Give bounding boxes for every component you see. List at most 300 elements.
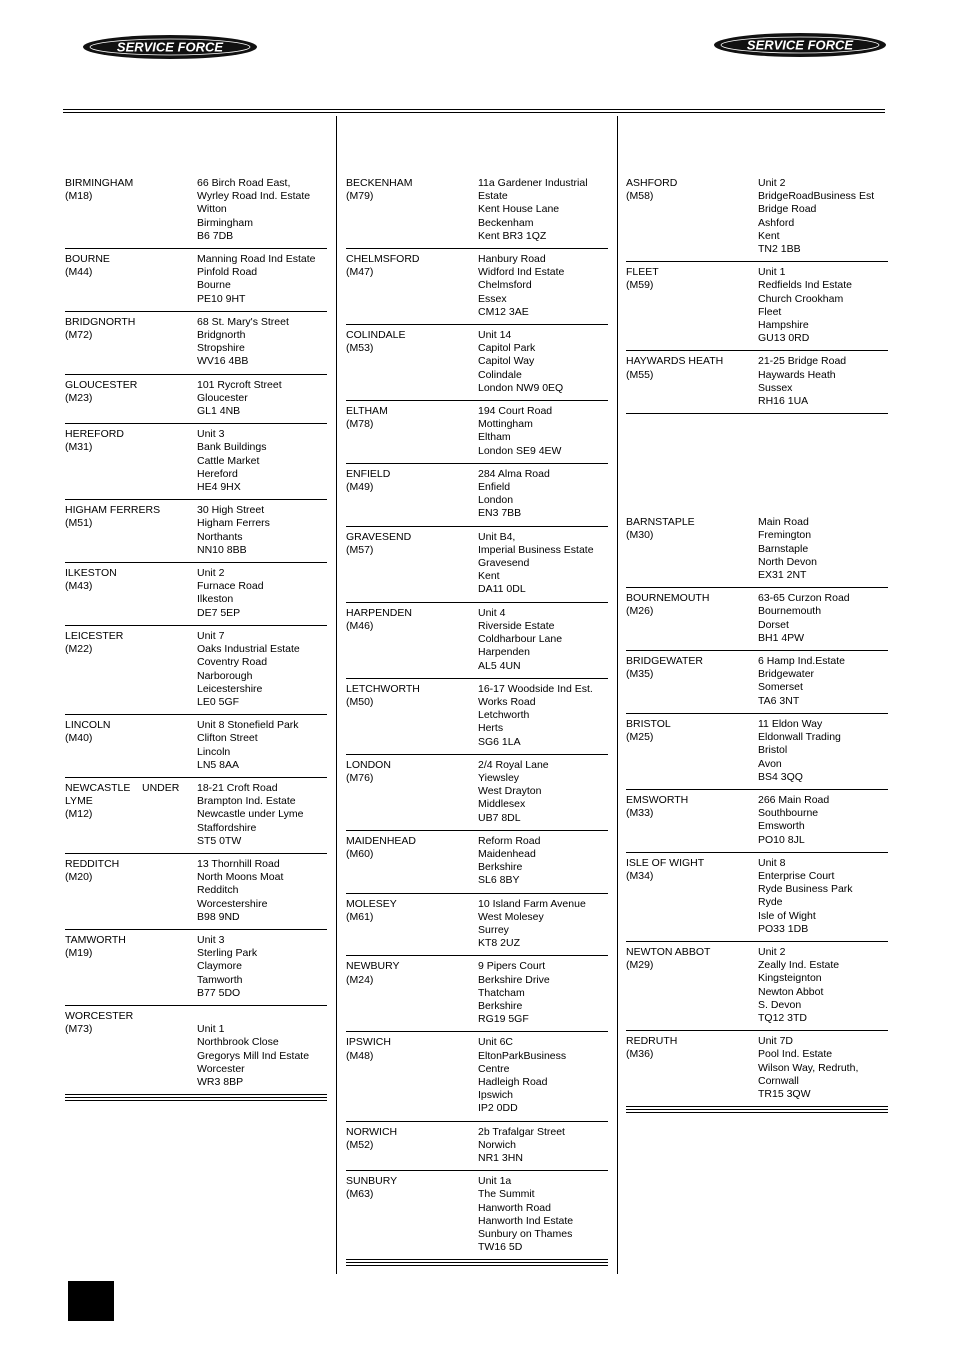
address-line: Estate	[478, 190, 508, 203]
address-line: 68 St. Mary's Street	[197, 315, 289, 328]
town-line: REDDITCH	[65, 857, 120, 870]
logo-text-left: SERVICE FORCE	[116, 39, 224, 55]
address-line: TN2 1BB	[758, 243, 801, 256]
address-line: Sunbury on Thames	[478, 1228, 573, 1241]
address-line: TW16 5D	[478, 1241, 523, 1254]
address-line: Unit 3	[197, 428, 225, 441]
address-line: PO33 1DB	[758, 922, 809, 935]
service-centre-entry	[626, 355, 888, 414]
address-line: Letchworth	[478, 709, 530, 722]
address-line: Colindale	[478, 368, 522, 381]
address	[478, 835, 608, 888]
town-line: REDRUTH	[626, 1035, 678, 1048]
address-line: Beckenham	[478, 216, 534, 229]
address-line: Pool Ind. Estate	[758, 1048, 833, 1061]
address-line: Centre	[478, 1062, 510, 1075]
town-line: LETCHWORTH	[346, 682, 420, 695]
service-centre-column-3	[626, 177, 888, 1113]
address-line: PE10 9HT	[197, 292, 246, 305]
address-line: Works Road	[478, 695, 536, 708]
address-line: Capitol Park	[478, 342, 536, 355]
service-centre-column-2	[346, 177, 608, 1266]
town-line: GLOUCESTER	[65, 378, 138, 391]
service-centre-entry	[626, 1035, 888, 1107]
address-line: Surrey	[478, 923, 509, 936]
address-line: Cornwall	[758, 1074, 799, 1087]
address-line: Newton Abbot	[758, 985, 824, 998]
address-line: Yiewsley	[478, 771, 520, 784]
logo-text-right: SERVICE FORCE	[746, 37, 854, 53]
service-centre-column-1	[65, 177, 327, 1101]
address-line: 13 Thornhill Road	[197, 857, 280, 870]
address-line: Unit 1	[197, 1023, 225, 1036]
address-line: TQ12 3TD	[758, 1011, 808, 1024]
town-line: (M51)	[65, 517, 93, 530]
town-name	[346, 329, 478, 395]
address-line: Bristol	[758, 744, 788, 757]
town-line: (M35)	[626, 668, 654, 681]
address-line: Unit 1a	[478, 1175, 512, 1188]
address-line: Main Road	[758, 516, 809, 529]
address-line: Gravesend	[478, 557, 530, 570]
address-line: Worcestershire	[197, 897, 268, 910]
address	[758, 1035, 888, 1101]
address-line: Essex	[478, 292, 507, 305]
address-line: LE0 5GF	[197, 695, 240, 708]
town-name	[626, 516, 758, 582]
address-line: Birmingham	[197, 216, 254, 229]
town-name	[346, 607, 478, 673]
address-line: Unit 7	[197, 629, 225, 642]
town-name	[346, 835, 478, 888]
address-line: 194 Court Road	[478, 405, 553, 418]
address-line: Redfields Ind Estate	[758, 279, 852, 292]
town-line: BOURNE	[65, 253, 110, 266]
address-line: WV16 4BB	[197, 355, 249, 368]
address-line: Hampshire	[758, 319, 809, 332]
service-centre-entry	[626, 266, 888, 351]
address	[478, 1126, 608, 1166]
address	[197, 782, 327, 848]
town-line: ISLE OF WIGHT	[626, 856, 705, 869]
address	[478, 1036, 608, 1115]
address	[758, 177, 888, 256]
address-line: Ipswich	[478, 1089, 514, 1102]
address-line: Ryde	[758, 896, 783, 909]
town-name	[626, 177, 758, 256]
address-line: 9 Pipers Court	[478, 960, 546, 973]
town-line: BRISTOL	[626, 717, 671, 730]
town-line: (M33)	[626, 807, 654, 820]
address-line: 63-65 Curzon Road	[758, 592, 850, 605]
town-line: (M73)	[65, 1023, 93, 1036]
service-centre-entry	[626, 592, 888, 651]
address-line: Northbrook Close	[197, 1036, 279, 1049]
address-line: Unit 3	[197, 933, 225, 946]
address-line: Kent	[478, 570, 500, 583]
address-line: North Devon	[758, 555, 817, 568]
service-force-logo-left	[82, 34, 258, 60]
town-line: LYME	[65, 795, 93, 808]
address-line: London NW9 0EQ	[478, 381, 564, 394]
address-line: DA11 0DL	[478, 583, 526, 596]
address-line: Unit 4	[478, 606, 506, 619]
service-force-logo-right	[713, 32, 887, 58]
town-name	[346, 960, 478, 1026]
service-centre-entry	[346, 1126, 608, 1172]
address-line: EX31 2NT	[758, 569, 807, 582]
header-rule-top	[63, 109, 885, 110]
address-line: B98 9ND	[197, 910, 240, 923]
service-centre-entry	[346, 329, 608, 401]
town-line: (M52)	[346, 1138, 374, 1151]
address	[478, 405, 608, 458]
town-line: BIRMINGHAM	[65, 177, 134, 189]
address-line: Tamworth	[197, 973, 243, 986]
address	[758, 592, 888, 645]
town-line: (M26)	[626, 605, 654, 618]
service-centre-entry	[65, 719, 327, 778]
town-name	[346, 1126, 478, 1166]
town-line: (M58)	[626, 190, 654, 203]
town-line: (M48)	[346, 1049, 374, 1062]
address-line: Furnace Road	[197, 580, 264, 593]
page-number-block	[68, 1281, 114, 1321]
town-line: (M63)	[346, 1188, 374, 1201]
service-centre-entry	[346, 835, 608, 894]
town-line: (M79)	[346, 190, 374, 203]
town-name	[65, 934, 197, 1000]
town-line: (M20)	[65, 871, 93, 884]
address-line: EN3 7BB	[478, 507, 522, 520]
address-line: Fremington	[758, 529, 812, 542]
town-line: HAYWARDS HEATH	[626, 355, 724, 368]
address-line: London	[478, 494, 514, 507]
service-centre-entry	[65, 630, 327, 715]
town-name	[346, 405, 478, 458]
address-line: Bank Buildings	[197, 441, 267, 454]
address-line: Imperial Business Estate	[478, 543, 594, 556]
service-centre-entry	[65, 858, 327, 930]
town-name	[346, 1036, 478, 1115]
town-line: NORWICH	[346, 1125, 398, 1138]
address-line: Zeally Ind. Estate	[758, 959, 840, 972]
town-name	[346, 759, 478, 825]
town-line: (M29)	[626, 959, 654, 972]
service-centre-entry	[65, 316, 327, 375]
address-line: RH16 1UA	[758, 395, 809, 408]
town-line: ENFIELD	[346, 467, 391, 480]
address-line: Berkshire Drive	[478, 973, 550, 986]
address-line: Isle of Wight	[758, 909, 816, 922]
town-name	[626, 794, 758, 847]
address-line: Unit 7D	[758, 1035, 794, 1048]
town-line: (M53)	[346, 342, 374, 355]
address-line: Bourne	[197, 279, 231, 292]
address-line: Bridgewater	[758, 668, 815, 681]
town-line: (M60)	[346, 847, 374, 860]
service-centre-entry	[65, 504, 327, 563]
address-line: Bridgnorth	[197, 329, 246, 342]
address-line: Hadleigh Road	[478, 1075, 548, 1088]
town-name	[346, 468, 478, 521]
address	[758, 857, 888, 936]
town-line: BOURNEMOUTH	[626, 592, 710, 605]
town-name	[65, 782, 197, 848]
town-line: MAIDENHEAD	[346, 834, 417, 847]
town-name	[65, 504, 197, 557]
address-line: 284 Alma Road	[478, 467, 550, 480]
address-line: Bridge Road	[758, 203, 817, 216]
address-line	[197, 1010, 327, 1023]
address-line: IP2 0DD	[478, 1102, 518, 1115]
address	[758, 794, 888, 847]
address-line: 11 Eldon Way	[758, 717, 823, 730]
address-line: Sussex	[758, 381, 793, 394]
address-line: Clifton Street	[197, 732, 258, 745]
address-line: Middlesex	[478, 798, 526, 811]
service-centre-entry	[346, 177, 608, 249]
address-line: Wyrley Road Ind. Estate	[197, 190, 311, 203]
town-line: BRIDGNORTH	[65, 315, 136, 328]
address	[197, 428, 327, 494]
service-centre-entry	[346, 405, 608, 464]
address-line: Ashford	[758, 216, 795, 229]
address-line: Southbourne	[758, 807, 819, 820]
town-name	[626, 266, 758, 345]
address-line: RG19 5GF	[478, 1013, 529, 1026]
town-line: ASHFORD	[626, 177, 678, 189]
town-line: (M12)	[65, 808, 93, 821]
town-line: LONDON	[346, 758, 391, 771]
town-name	[65, 719, 197, 772]
address-line: Enfield	[478, 481, 511, 494]
address-line: Leicestershire	[197, 682, 263, 695]
address	[197, 934, 327, 1000]
address-line: Worcester	[197, 1062, 245, 1075]
address-line: Unit 6C	[478, 1036, 514, 1049]
address	[197, 504, 327, 557]
town-line: FLEET	[626, 266, 659, 279]
address-line: Newcastle under Lyme	[197, 808, 304, 821]
address-line: GL1 4NB	[197, 405, 241, 418]
address-line: Fleet	[758, 305, 782, 318]
address-line: EltonParkBusiness	[478, 1049, 567, 1062]
service-centre-entry	[65, 567, 327, 626]
town-name	[626, 592, 758, 645]
town-name	[626, 857, 758, 936]
address-line: Brampton Ind. Estate	[197, 795, 296, 808]
town-line: (M36)	[626, 1048, 654, 1061]
column-divider-2	[617, 116, 618, 1274]
address-line: Staffordshire	[197, 821, 257, 834]
address	[478, 531, 608, 597]
address	[197, 316, 327, 369]
address-line: Emsworth	[758, 820, 805, 833]
address-line: West Drayton	[478, 785, 542, 798]
town-name	[626, 1035, 758, 1101]
address-line: Bournemouth	[758, 605, 822, 618]
address-line: Lincoln	[197, 745, 231, 758]
address-line: 2b Trafalgar Street	[478, 1125, 565, 1138]
town-line: BRIDGEWATER	[626, 655, 704, 668]
address	[478, 960, 608, 1026]
address-line: Higham Ferrers	[197, 517, 270, 530]
address-line: Kent House Lane	[478, 203, 560, 216]
service-centre-entry	[626, 857, 888, 942]
town-line: (M50)	[346, 695, 374, 708]
address-line: Redditch	[197, 884, 239, 897]
town-line: (M30)	[626, 529, 654, 542]
address-line: 6 Hamp Ind.Estate	[758, 655, 845, 668]
address-line: Ryde Business Park	[758, 883, 853, 896]
town-line: (M22)	[65, 643, 93, 656]
address-line: Hanworth Road	[478, 1201, 551, 1214]
address-line: UB7 8DL	[478, 811, 521, 824]
address-line: WR3 8BP	[197, 1075, 244, 1088]
address-line: 66 Birch Road East,	[197, 177, 291, 189]
address-line: Chelmsford	[478, 279, 532, 292]
town-line: ILKESTON	[65, 567, 117, 580]
address-line: Hanworth Ind Estate	[478, 1214, 574, 1227]
address-line: Unit 8	[758, 856, 786, 869]
address-line: SL6 8BY	[478, 874, 520, 887]
address-line: Eltham	[478, 431, 511, 444]
town-name	[346, 177, 478, 243]
town-line: NEWTON ABBOT	[626, 945, 711, 958]
service-centre-entry	[346, 1036, 608, 1121]
address-line: Norwich	[478, 1138, 516, 1151]
town-name	[65, 428, 197, 494]
address-line: Sterling Park	[197, 947, 258, 960]
address-line: TA6 3NT	[758, 694, 800, 707]
address-line: 11a Gardener Industrial	[478, 177, 588, 189]
town-line: (M24)	[346, 973, 374, 986]
address-line: Stropshire	[197, 342, 245, 355]
town-line: CHELMSFORD	[346, 253, 420, 266]
address	[197, 379, 327, 419]
town-name	[65, 1010, 197, 1089]
address-line: Coventry Road	[197, 656, 268, 669]
service-centre-entry	[346, 898, 608, 957]
address-line: Cattle Market	[197, 454, 260, 467]
address-line: B6 7DB	[197, 229, 234, 242]
address-line: West Molesey	[478, 910, 544, 923]
town-line: EMSWORTH	[626, 793, 689, 806]
town-line: HIGHAM FERRERS	[65, 504, 161, 517]
address	[758, 946, 888, 1025]
service-centre-entry	[626, 718, 888, 790]
address-line: AL5 4UN	[478, 659, 521, 672]
address-line: DE7 5EP	[197, 606, 241, 619]
address-line: 16-17 Woodside Ind Est.	[478, 682, 593, 695]
town-name	[626, 718, 758, 784]
address-line: Northants	[197, 530, 243, 543]
address-line: S. Devon	[758, 998, 802, 1011]
service-centre-entry	[346, 531, 608, 603]
address-line: Church Crookham	[758, 292, 844, 305]
town-line: IPSWICH	[346, 1036, 391, 1049]
address-line: Claymore	[197, 960, 242, 973]
address	[478, 329, 608, 395]
service-centre-entry	[626, 177, 888, 262]
town-name	[65, 630, 197, 709]
town-line: HARPENDEN	[346, 606, 412, 619]
town-name	[65, 177, 197, 243]
address-line: CM12 3AE	[478, 305, 529, 318]
service-centre-entry	[65, 253, 327, 312]
town-line: TAMWORTH	[65, 933, 126, 946]
address-line: PO10 8JL	[758, 833, 805, 846]
address-line: Widford Ind Estate	[478, 266, 565, 279]
service-centre-entry	[65, 934, 327, 1006]
town-line: (M76)	[346, 771, 374, 784]
address	[758, 355, 888, 408]
town-line: (M25)	[626, 731, 654, 744]
address-line: Avon	[758, 757, 782, 770]
address	[758, 516, 888, 582]
town-name	[626, 655, 758, 708]
column-end-rule	[65, 1097, 327, 1101]
town-name	[65, 858, 197, 924]
address-line: Hanbury Road	[478, 253, 546, 266]
service-centre-entry	[626, 655, 888, 714]
town-line: (M55)	[626, 368, 654, 381]
town-name	[346, 898, 478, 951]
address	[758, 266, 888, 345]
column-end-rule	[626, 1109, 888, 1113]
town-line: BARNSTAPLE	[626, 516, 695, 529]
address-line: Unit 1	[758, 266, 786, 279]
address-line: 30 High Street	[197, 504, 265, 517]
town-line: NEWCASTLE UNDER	[65, 781, 180, 794]
town-name	[346, 1175, 478, 1254]
address-line: NN10 8BB	[197, 543, 247, 556]
address-line: Manning Road Ind Estate	[197, 253, 316, 266]
address	[197, 177, 327, 243]
address-line: Kent BR3 1QZ	[478, 229, 547, 242]
service-centre-entry	[346, 1175, 608, 1260]
town-name	[65, 567, 197, 620]
address	[478, 898, 608, 951]
address-line: Unit B4,	[478, 530, 516, 543]
town-line: (M47)	[346, 266, 374, 279]
town-line: BECKENHAM	[346, 177, 413, 189]
address-line: B77 5DO	[197, 986, 241, 999]
town-line: LINCOLN	[65, 719, 111, 732]
address-line: Ilkeston	[197, 593, 234, 606]
town-line: WORCESTER	[65, 1009, 134, 1022]
town-line: (M61)	[346, 910, 374, 923]
address	[478, 607, 608, 673]
address-line: KT8 2UZ	[478, 937, 521, 950]
town-line: (M49)	[346, 481, 374, 494]
service-centre-entry	[626, 946, 888, 1031]
address-line: North Moons Moat	[197, 871, 284, 884]
address-line: HE4 9HX	[197, 481, 241, 494]
service-centre-entry	[626, 516, 888, 588]
address-line: 18-21 Croft Road	[197, 781, 278, 794]
address-line: Somerset	[758, 681, 803, 694]
column-gap	[626, 418, 888, 516]
address-line: 266 Main Road	[758, 793, 830, 806]
address-line: Dorset	[758, 618, 789, 631]
town-line: (M19)	[65, 947, 93, 960]
address-line: Kent	[758, 229, 780, 242]
address-line: Unit 2	[758, 945, 786, 958]
town-line: HEREFORD	[65, 428, 124, 441]
address	[478, 468, 608, 521]
